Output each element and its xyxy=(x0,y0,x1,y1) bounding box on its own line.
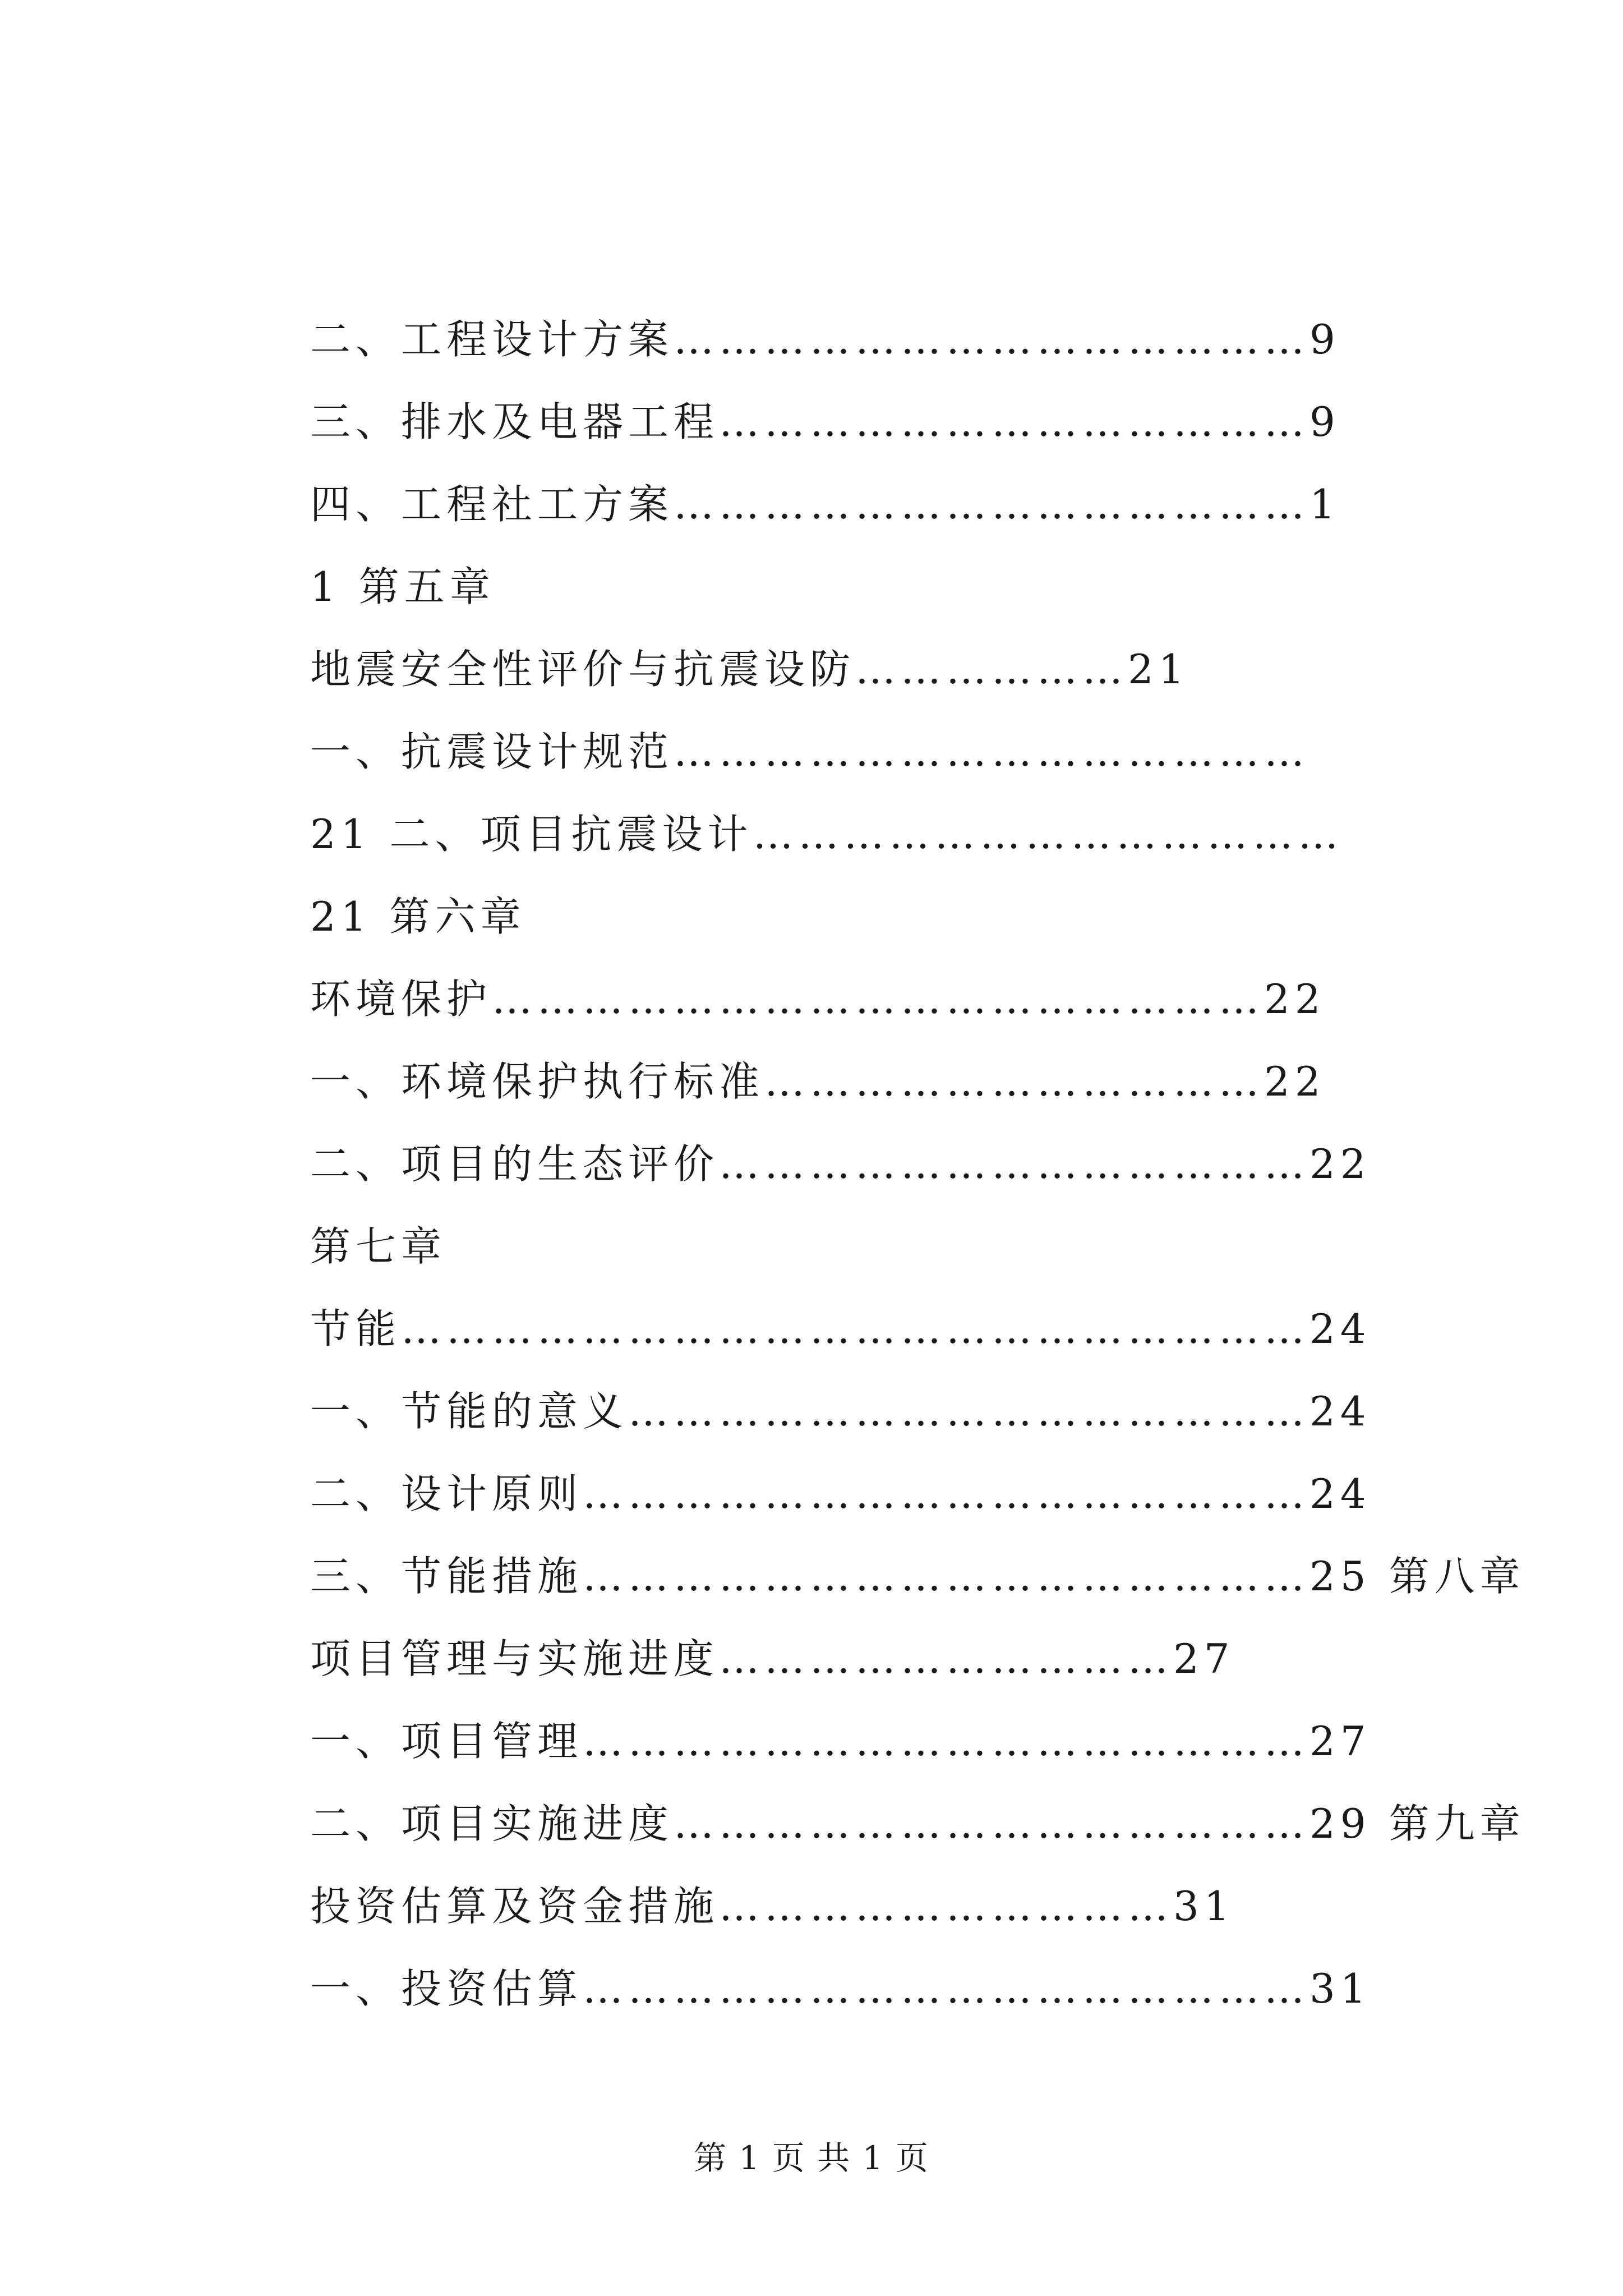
toc-entry: 21 第六章 xyxy=(310,893,526,940)
toc-entry: 三、排水及电器工程…………………………………9 xyxy=(310,398,1340,445)
toc-entry: 四、工程社工方案……………………………………1 xyxy=(310,481,1340,528)
toc-entry: 一、抗震设计规范…………………………………… xyxy=(310,728,1310,775)
page-footer: 第 1 页 共 1 页 xyxy=(694,2139,929,2177)
toc-entry: 投资估算及资金措施…………………………31 xyxy=(310,1883,1235,1930)
toc-entry: 一、项目管理…………………………………………27 xyxy=(310,1718,1371,1765)
toc-entry: 环境保护……………………………………………22 xyxy=(310,976,1326,1023)
toc-entry: 三、节能措施…………………………………………25 第八章 xyxy=(310,1553,1525,1600)
toc-entry: 节能……………………………………………………24 xyxy=(310,1305,1371,1352)
toc-entry: 第七章 xyxy=(310,1223,447,1270)
toc-entry: 一、投资估算…………………………………………31 xyxy=(310,1965,1371,2012)
toc-entry: 1 第五章 xyxy=(310,563,495,610)
toc-entry: 一、节能的意义………………………………………24 xyxy=(310,1388,1371,1435)
toc-entry: 地震安全性评价与抗震设防………………21 xyxy=(310,646,1189,693)
toc-entry: 二、项目实施进度……………………………………29 第九章 xyxy=(310,1800,1525,1847)
toc-entry: 一、环境保护执行标准……………………………22 xyxy=(310,1058,1326,1105)
toc-entry: 21 二、项目抗震设计………………………………… xyxy=(310,811,1344,858)
toc-entry: 二、设计原则…………………………………………24 xyxy=(310,1470,1371,1517)
table-of-contents xyxy=(310,303,1525,2035)
toc-entry: 项目管理与实施进度…………………………27 xyxy=(310,1635,1235,1682)
toc-entry: 二、工程设计方案……………………………………9 xyxy=(310,316,1340,363)
toc-entry: 二、项目的生态评价…………………………………22 xyxy=(310,1140,1371,1188)
